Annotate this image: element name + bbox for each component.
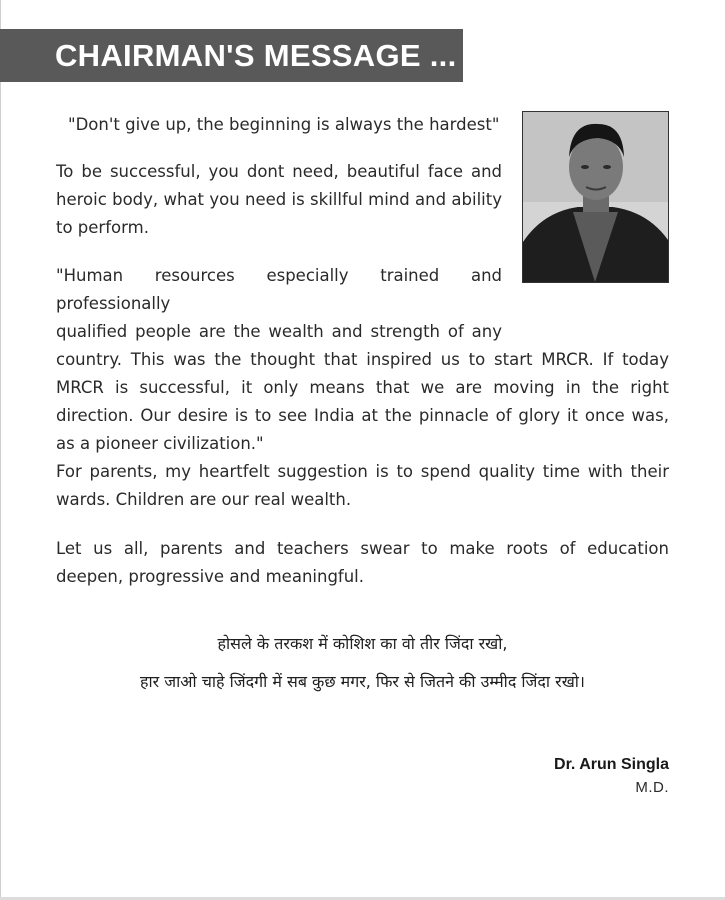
page-title: CHAIRMAN'S MESSAGE ... xyxy=(0,29,463,82)
page-edge-left xyxy=(0,0,1,900)
paragraph-parents: For parents, my heartfelt suggestion is to spend quality time with their wards. Children are our real wealth. xyxy=(56,462,669,509)
paragraph-human-resources-rest: country. This was the thought that inspired us to start MRCR. If today MRCR is successful, it only means that we are moving in the right direction. Our desire is to see India at the pinnacle of glory it once was, as a pioneer civilization." xyxy=(56,350,669,453)
paragraph-human-resources-line-2: qualified people are the wealth and strength of any xyxy=(56,322,502,341)
chairman-photo xyxy=(522,111,669,283)
hindi-couplet-line-1: होसले के तरकश में कोशिश का वो तीर जिंदा रखो, xyxy=(217,634,508,653)
paragraph-human-resources-line-1: "Human resources especially trained and professionally xyxy=(56,266,502,313)
signature-name: Dr. Arun Singla xyxy=(554,756,669,773)
paragraph-human-resources xyxy=(56,262,669,458)
paragraph-success: To be successful, you dont need, beautiful face and heroic body, what you need is skillful mind and ability to perform. xyxy=(56,162,502,237)
hindi-couplet-line-2: हार जाओ चाहे जिंदगी में सब कुछ मगर, फिर से जितने की उम्मीद जिंदा रखो। xyxy=(139,672,585,691)
chairman-portrait-icon xyxy=(523,112,668,282)
opening-quote: "Don't give up, the beginning is always the hardest" xyxy=(68,115,500,134)
paragraph-education: Let us all, parents and teachers swear to make roots of education deepen, progressive and meaningful. xyxy=(56,539,669,586)
signature-title: M.D. xyxy=(635,779,669,796)
